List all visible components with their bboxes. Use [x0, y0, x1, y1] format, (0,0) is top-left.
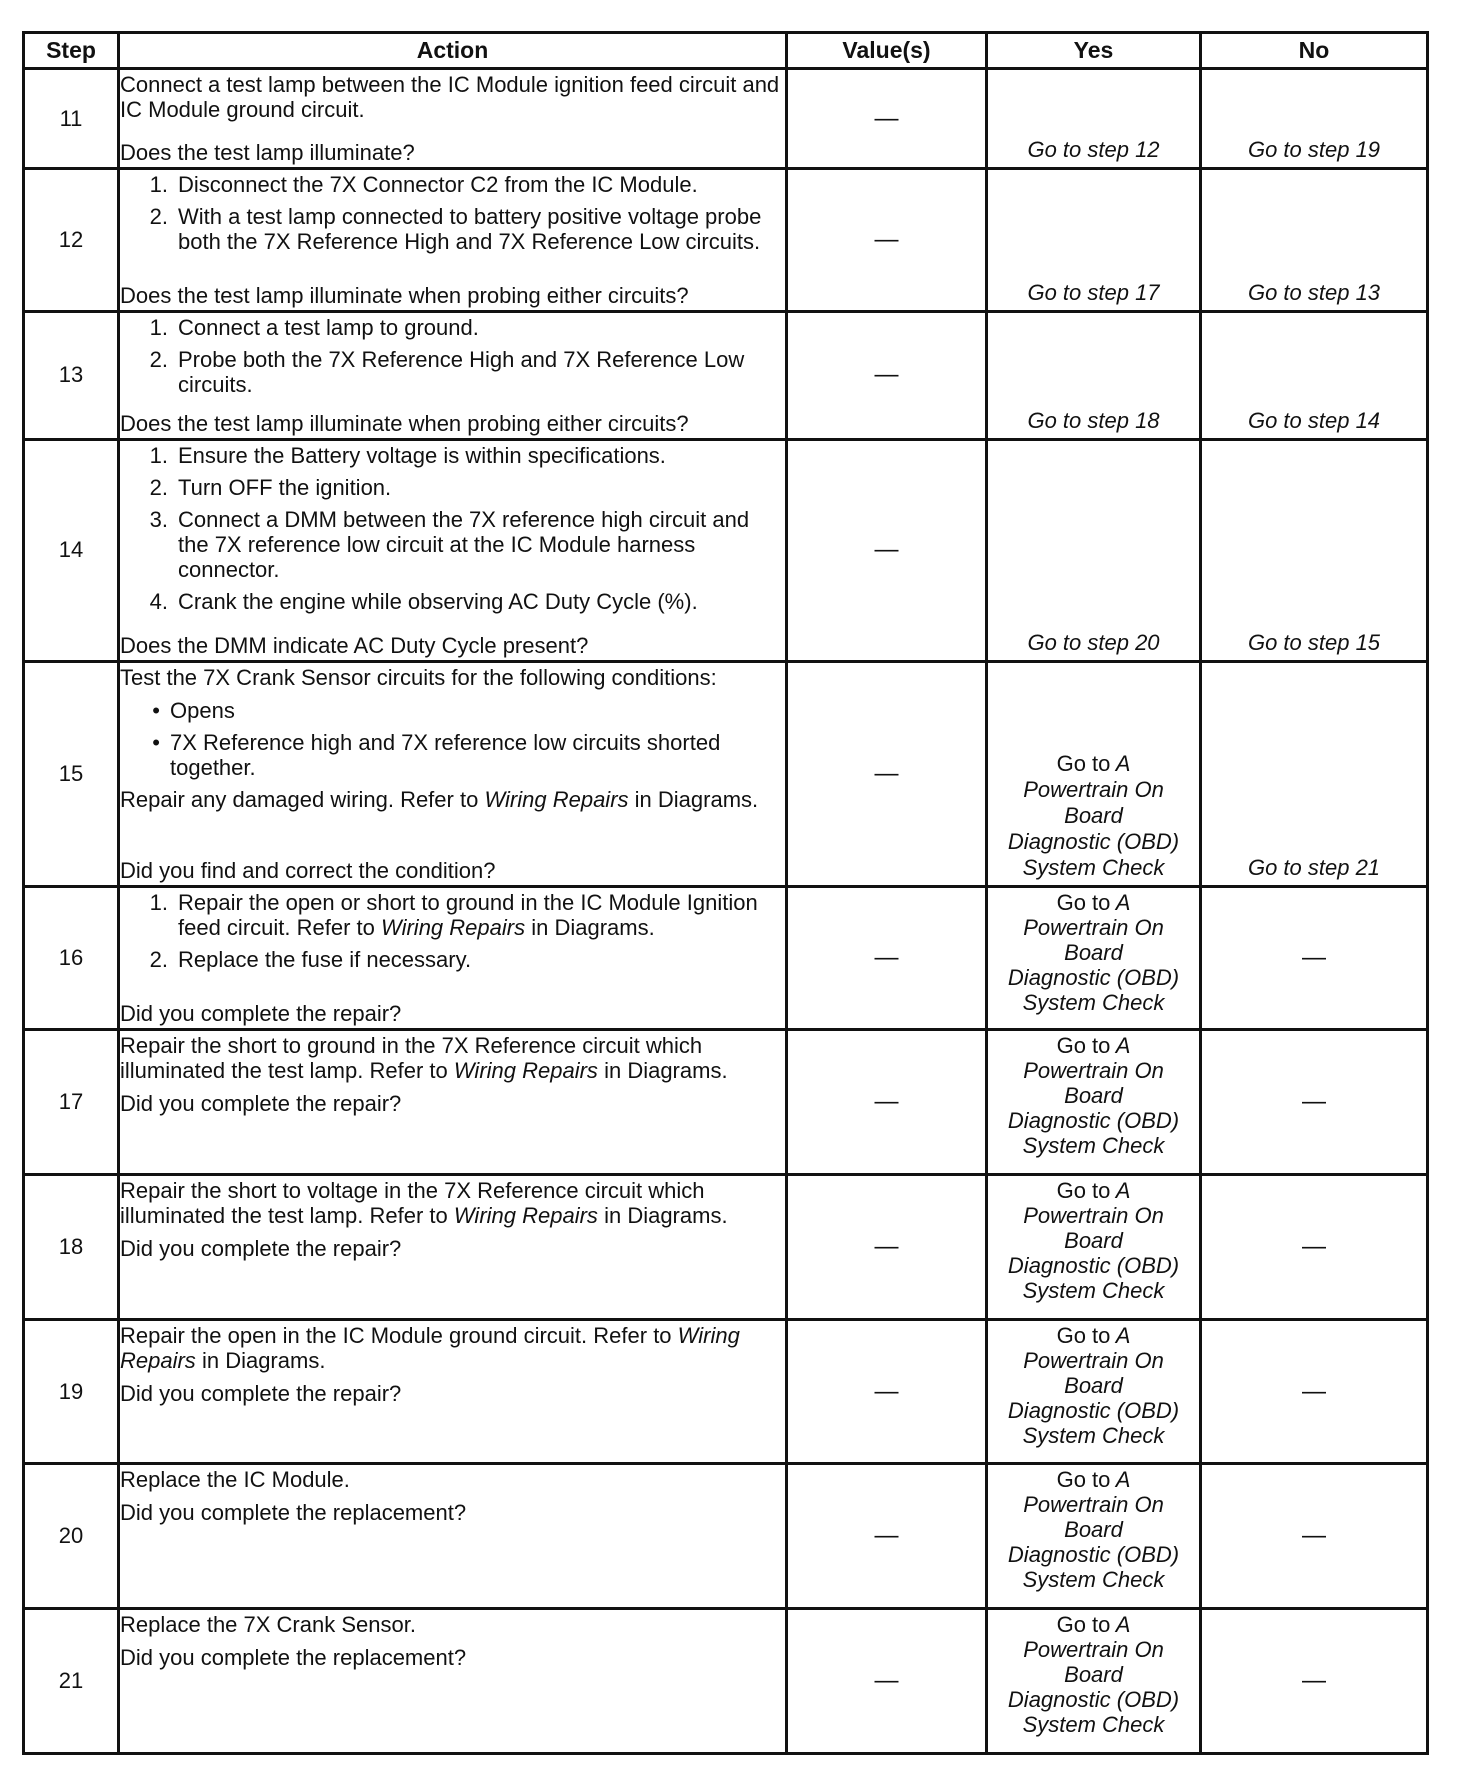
action-text: Repair any damaged wiring. Refer to Wiring Repairs in Diagrams.: [120, 786, 759, 812]
step-number: 21: [24, 1609, 119, 1754]
no-cell: Go to step 19: [1201, 69, 1428, 169]
table-row: [24, 1464, 1428, 1609]
no-cell: Go to step 13: [1201, 169, 1428, 312]
yes-cell: Go to step 20: [987, 439, 1201, 661]
action-cell: [119, 1175, 787, 1320]
step-number: 12: [24, 169, 119, 312]
table-row: [24, 1609, 1428, 1754]
action-text: Replace the 7X Crank Sensor.: [120, 1612, 416, 1638]
list-item: • Opens: [152, 697, 235, 723]
list-item: • 7X Reference high and 7X reference low circuits shorted together.: [152, 729, 721, 780]
step-number: 15: [24, 661, 119, 886]
action-cell: [119, 1609, 787, 1754]
value-cell: —: [787, 1464, 987, 1609]
yes-cell: Go to A Powertrain On Board Diagnostic (OBD) System Check: [987, 1030, 1201, 1175]
no-cell: —: [1201, 1319, 1428, 1464]
header-row: [24, 33, 1428, 69]
header-no: No: [1201, 33, 1428, 69]
action-text: Repair the short to voltage in the 7X Reference circuit which illuminated the test lamp. Refer to Wiring Repairs in Diagrams.: [120, 1178, 728, 1229]
no-cell: —: [1201, 886, 1428, 1030]
yes-cell: Go to A Powertrain On Board Diagnostic (OBD) System Check: [987, 661, 1201, 886]
yes-cell: Go to A Powertrain On Board Diagnostic (OBD) System Check: [987, 1609, 1201, 1754]
value-cell: —: [787, 311, 987, 439]
no-cell: —: [1201, 1609, 1428, 1754]
yes-cell: Go to A Powertrain On Board Diagnostic (OBD) System Check: [987, 1175, 1201, 1320]
list-item: 2. Replace the fuse if necessary.: [149, 946, 472, 972]
value-cell: —: [787, 1609, 987, 1754]
action-question: Does the test lamp illuminate?: [120, 140, 415, 166]
step-number: 20: [24, 1464, 119, 1609]
no-cell: Go to step 15: [1201, 439, 1428, 661]
no-cell: —: [1201, 1030, 1428, 1175]
value-cell: —: [787, 1175, 987, 1320]
action-question: Does the test lamp illuminate when probing either circuits?: [120, 410, 689, 436]
yes-cell: Go to A Powertrain On Board Diagnostic (OBD) System Check: [987, 1464, 1201, 1609]
yes-cell: Go to A Powertrain On Board Diagnostic (OBD) System Check: [987, 1319, 1201, 1464]
action-question: Does the test lamp illuminate when probing either circuits?: [120, 282, 689, 308]
table-row: [24, 1030, 1428, 1175]
action-cell: [119, 661, 787, 886]
value-cell: —: [787, 69, 987, 169]
table-row: [24, 439, 1428, 661]
action-question: Did you complete the repair?: [120, 1236, 402, 1262]
action-cell: [119, 1030, 787, 1175]
value-cell: —: [787, 1030, 987, 1175]
table-row: [24, 311, 1428, 439]
action-cell: [119, 439, 787, 661]
list-item: 1. Disconnect the 7X Connector C2 from the IC Module.: [149, 172, 698, 198]
table-row: [24, 1319, 1428, 1464]
step-number: 13: [24, 311, 119, 439]
no-cell: —: [1201, 1464, 1428, 1609]
no-cell: Go to step 21: [1201, 661, 1428, 886]
action-question: Did you find and correct the condition?: [120, 857, 496, 883]
value-cell: —: [787, 1319, 987, 1464]
no-cell: —: [1201, 1175, 1428, 1320]
action-cell: [119, 1319, 787, 1464]
step-number: 11: [24, 69, 119, 169]
yes-cell: Go to step 18: [987, 311, 1201, 439]
table-row: [24, 886, 1428, 1030]
list-item: 1. Repair the open or short to ground in the IC Module Ignition feed circuit. Refer to Wiring Repairs in Diagrams.: [149, 889, 758, 940]
action-question: Did you complete the repair?: [120, 1091, 402, 1117]
step-number: 16: [24, 886, 119, 1030]
step-number: 17: [24, 1030, 119, 1175]
action-text: Test the 7X Crank Sensor circuits for the following conditions:: [120, 664, 717, 690]
step-number: 18: [24, 1175, 119, 1320]
value-cell: —: [787, 439, 987, 661]
action-text: Replace the IC Module.: [120, 1467, 350, 1493]
list-item: 3. Connect a DMM between the 7X reference high circuit and the 7X reference low circuit at the IC Module harness connector.: [149, 506, 750, 582]
action-question: Did you complete the repair?: [120, 1001, 402, 1027]
table-row: [24, 69, 1428, 169]
yes-cell: Go to step 17: [987, 169, 1201, 312]
action-cell: [119, 1464, 787, 1609]
action-cell: [119, 169, 787, 312]
action-cell: [119, 886, 787, 1030]
list-item: 4. Crank the engine while observing AC Duty Cycle (%).: [149, 588, 698, 614]
header-yes: Yes: [987, 33, 1201, 69]
header-values: Value(s): [787, 33, 987, 69]
step-number: 14: [24, 439, 119, 661]
list-item: 1. Connect a test lamp to ground.: [149, 314, 479, 340]
header-action: Action: [119, 33, 787, 69]
action-question: Does the DMM indicate AC Duty Cycle present?: [120, 632, 589, 658]
action-text: Connect a test lamp between the IC Module ignition feed circuit and IC Module ground circuit.: [120, 72, 780, 122]
table-row: [24, 1175, 1428, 1320]
diagnostic-table: [22, 31, 1429, 1755]
action-text: Repair the short to ground in the 7X Reference circuit which illuminated the test lamp. Refer to Wiring Repairs in Diagrams.: [120, 1033, 728, 1084]
action-cell: [119, 311, 787, 439]
no-cell: Go to step 14: [1201, 311, 1428, 439]
table-row: [24, 661, 1428, 886]
action-text: Repair the open in the IC Module ground circuit. Refer to Wiring Repairs in Diagrams.: [120, 1322, 740, 1373]
list-item: 2. Turn OFF the ignition.: [149, 474, 392, 500]
list-item: 2. With a test lamp connected to battery positive voltage probe both the 7X Reference High and 7X Reference Low circuits.: [149, 204, 762, 255]
value-cell: —: [787, 169, 987, 312]
table-row: [24, 169, 1428, 312]
action-question: Did you complete the replacement?: [120, 1645, 467, 1671]
action-question: Did you complete the replacement?: [120, 1500, 467, 1526]
action-question: Did you complete the repair?: [120, 1380, 402, 1406]
value-cell: —: [787, 886, 987, 1030]
header-step: Step: [24, 33, 119, 69]
action-cell: [119, 69, 787, 169]
list-item: 2. Probe both the 7X Reference High and 7X Reference Low circuits.: [149, 346, 745, 397]
yes-cell: Go to step 12: [987, 69, 1201, 169]
list-item: 1. Ensure the Battery voltage is within specifications.: [149, 442, 666, 468]
value-cell: —: [787, 661, 987, 886]
step-number: 19: [24, 1319, 119, 1464]
yes-cell: Go to A Powertrain On Board Diagnostic (OBD) System Check: [987, 886, 1201, 1030]
